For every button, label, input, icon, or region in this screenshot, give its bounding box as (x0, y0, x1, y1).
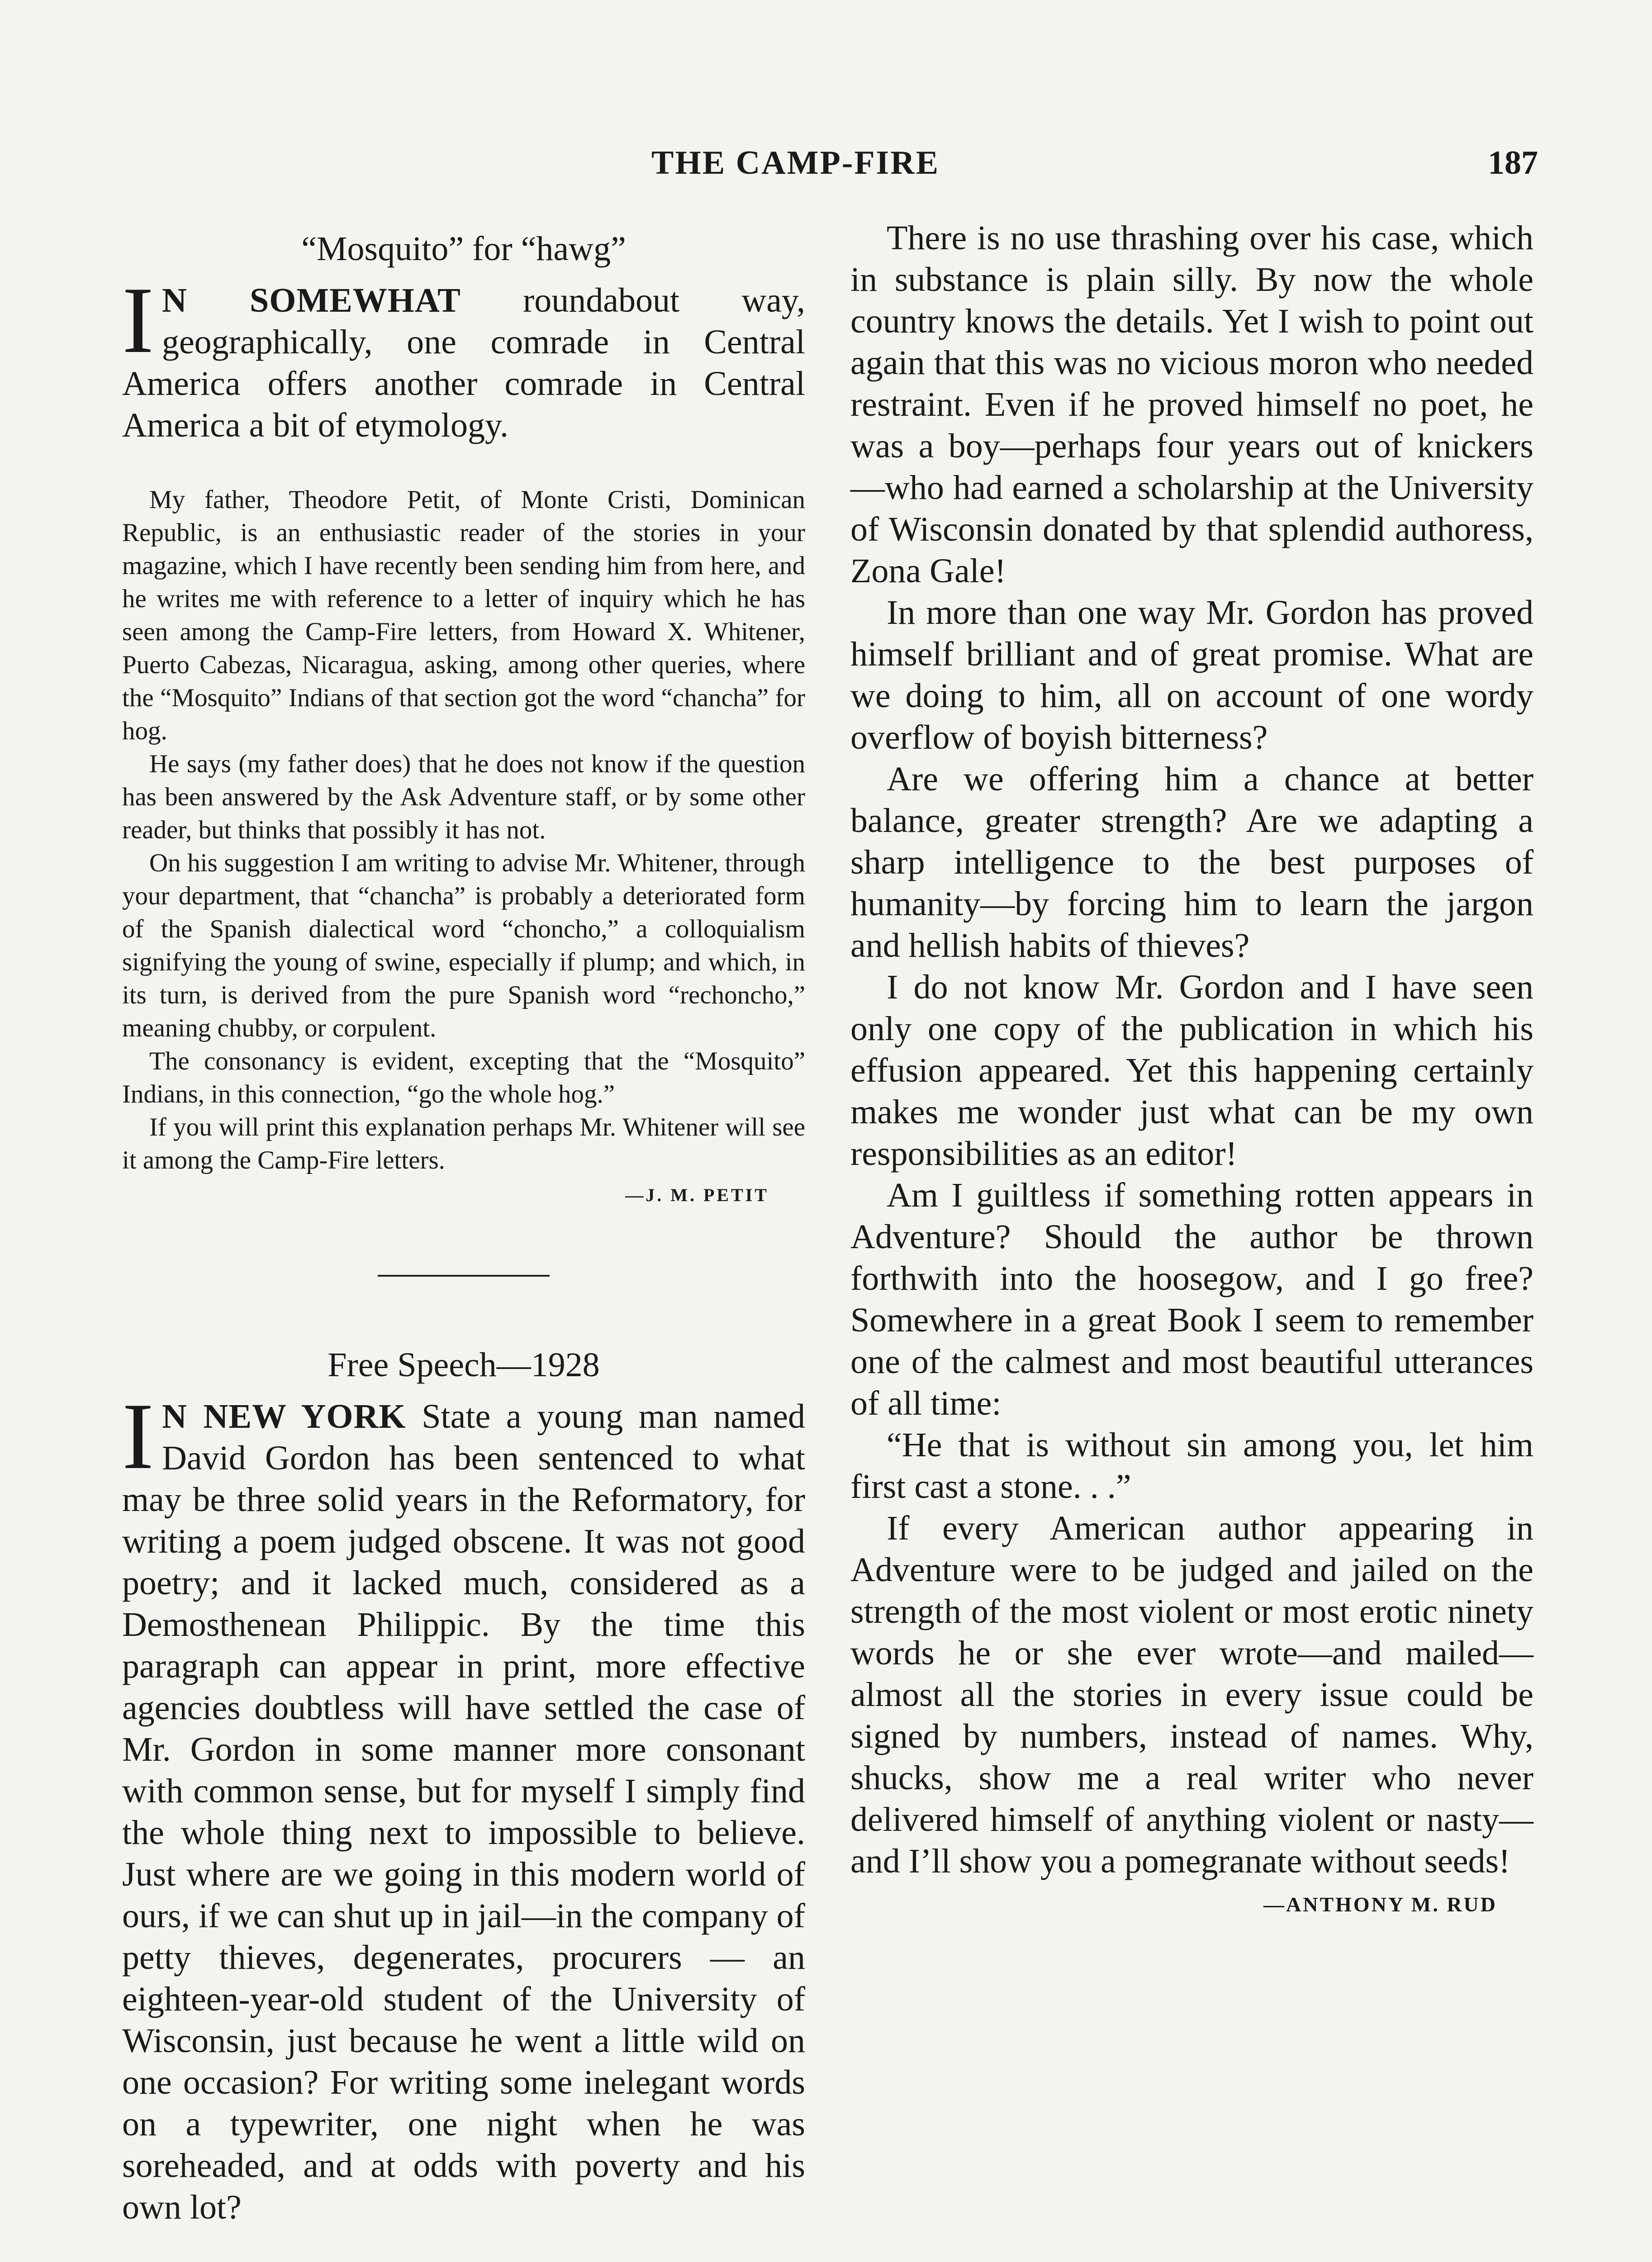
body-paragraph: I do not know Mr. Gordon and I have seen only one copy of the publication in which his effusion appeared. Yet this happening certainly makes me wonder just what can be my own responsibilities as an editor! (850, 968, 1533, 1173)
page-header (651, 144, 1538, 189)
section-title-free-speech: Free Speech—1928 (328, 1346, 600, 1384)
body-paragraph: There is no use thrashing over his case, which in substance is plain silly. By now the whole country knows the details. Yet I wish to point out again that this was no vicious moron who needed restraint. Even if he proved himself no poet, he was a boy—perhaps four years out of knickers —who had earned a scholarship at the University of Wisconsin donated by that splendid authoress, Zona Gale! (850, 219, 1533, 590)
lead-text: State a young man named David Gordon has been sentenced to what may be three solid years in the Reformatory, for writing a poem judged obscene. It was not good poetry; and it lacked much, considered as a Demosthenean Philippic. By the time this paragraph can appear in print, more effective agencies doubtless will have settled the case of Mr. Gordon in some manner more consonant with common sense, but for myself I simply find the whole thing next to impossible to believe. Just where are we going in this modern world of ours, if we can shut up in jail—in the company of petty thieves, degenerates, procurers — an eighteen-year-old student of the University of Wisconsin, just because he went a little wild on one occasion? For writing some inelegant words on a typewriter, one night when he was soreheaded, and at odds with poverty and his own lot? (122, 1397, 805, 2227)
petit-letter (122, 483, 805, 1212)
letter-paragraph: On his suggestion I am writing to advise Mr. Whitener, through your department, that “chancha” is probably a deteriorated form of the Spanish dialectical word “choncho,” a colloquialism signifying the young of swine, especially if plump; and which, in its turn, is derived from the pure Spanish word “rechoncho,” meaning chubby, or corpulent. (122, 849, 805, 1043)
section2-intro (122, 1384, 805, 2228)
letter-paragraph: If you will print this explanation perhaps Mr. Whitener will see it among the Camp-Fire letters. (122, 1113, 805, 1175)
signature-petit: —J. M. PETIT (625, 1185, 769, 1206)
section1-intro (122, 268, 805, 446)
right-column (850, 217, 1533, 1925)
letter-paragraph: The consonancy is evident, excepting that the “Mosquito” Indians, in this connection, “go the whole hog.” (122, 1047, 805, 1109)
body-paragraph: If every American author appearing in Adventure were to be judged and jailed on the strength of the most violent or most erotic ninety words he or she ever wrote—and mailed—almost all the stories in every issue could be signed by numbers, instead of names. Why, shucks, show me a real writer who never delivered himself of anything violent or nasty—and I’ll show you a pomegranate without seeds! (850, 1509, 1533, 1880)
body-paragraph: “He that is without sin among you, let him first cast a stone. . .” (850, 1426, 1533, 1506)
drop-cap: I (122, 268, 154, 373)
body-paragraph: Am I guiltless if something rotten appears in Adventure? Should the author be thrown forthwith into the hoosegow, and I go free? Somewhere in a great Book I seem to remember one of the calmest and most beautiful utterances of all time: (850, 1176, 1533, 1422)
section-divider (378, 1275, 550, 1277)
section-title-mosquito: “Mosquito” for “hawg” (301, 230, 626, 268)
section2-continued (850, 217, 1533, 1925)
drop-cap: I (122, 1384, 154, 1489)
lead-caps: N NEW YORK (161, 1397, 406, 1436)
left-column (122, 228, 805, 2228)
letter-paragraph: He says (my father does) that he does not know if the question has been answered by the Ask Adventure staff, or by some other reader, but thinks that possibly it has not. (122, 750, 805, 845)
body-paragraph: In more than one way Mr. Gordon has proved himself brilliant and of great promise. What are we doing to him, all on account of one wordy overflow of boyish bitterness? (850, 594, 1533, 756)
lead-caps: N SOMEWHAT (161, 281, 461, 320)
letter-paragraph: My father, Theodore Petit, of Monte Cristi, Dominican Republic, is an enthusiastic reader of the stories in your magazine, which I have recently been sending him from here, and he writes me with reference to a letter of inquiry which he has seen among the Camp-Fire letters, from Howard X. Whitener, Puerto Cabezas, Nicaragua, asking, among other queries, where the “Mosquito” Indians of that section got the word “chancha” for hog. (122, 485, 805, 746)
signature-rud: —ANTHONY M. RUD (1263, 1893, 1497, 1916)
page-number: 187 (1488, 144, 1538, 181)
running-title: THE CAMP-FIRE (651, 144, 940, 181)
body-paragraph: Are we offering him a chance at better balance, greater strength? Are we adapting a sharp intelligence to the best purposes of humanity—by forcing him to learn the jargon and hellish habits of thieves? (850, 760, 1533, 965)
lead-text: roundabout way, geographically, one comrade in Central America offers another comrade in Central America a bit of etymology. (122, 281, 805, 445)
